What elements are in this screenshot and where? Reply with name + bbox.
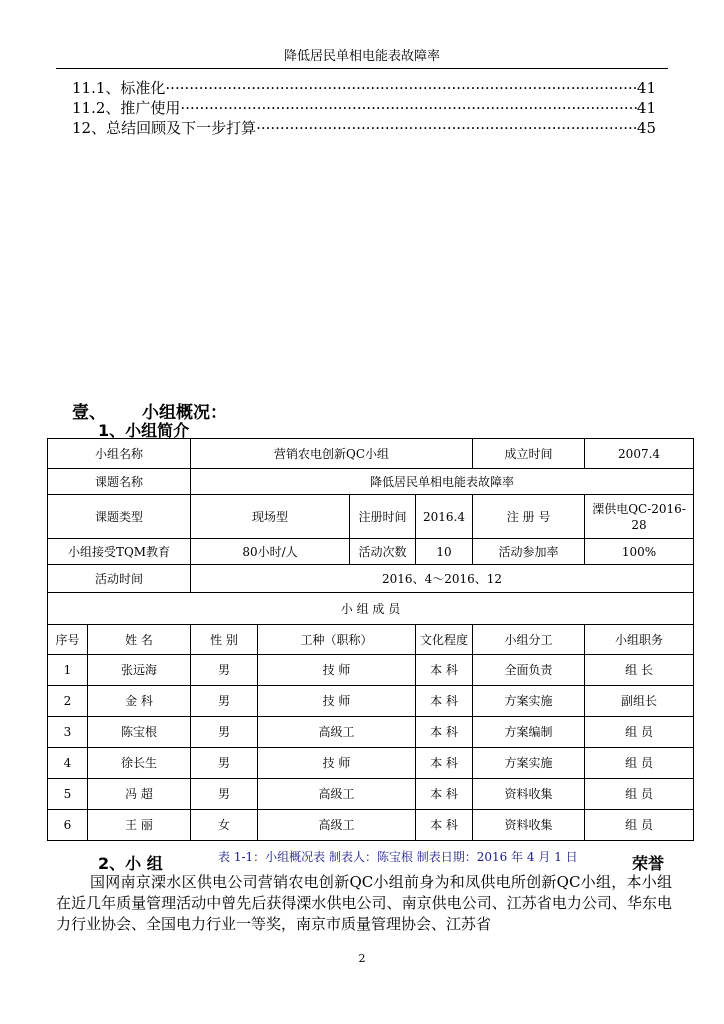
table-cell: 课题类型 [48, 495, 191, 539]
section-heading: 小组概况： [142, 403, 227, 423]
member-cell: 高级工 [258, 717, 416, 748]
member-row [48, 779, 694, 810]
member-cell: 本 科 [416, 686, 473, 717]
toc-leader [180, 98, 637, 118]
member-cell: 徐长生 [88, 748, 191, 779]
member-cell: 王 丽 [88, 810, 191, 841]
member-cell: 方案编制 [473, 717, 585, 748]
body-paragraph: 国网南京溧水区供电公司营销农电创新QC小组前身为和凤供电所创新QC小组，本小组在近几年质量管理活动中曾先后获得溧水供电公司、南京供电公司、江苏省电力公司、华东电力行业协会、全国电力行业一等奖，南京市质量管理协会、江苏省 [56, 873, 672, 933]
page-header-title: 降低居民单相电能表故障率 [283, 49, 440, 64]
toc-entry-page: 41 [636, 99, 656, 117]
member-row [48, 655, 694, 686]
member-cell: 3 [48, 717, 88, 748]
paragraph-heading: 2、小 组 [98, 854, 163, 873]
paragraph-heading-suffix: 荣誉 [632, 854, 665, 873]
table-cell: 活动次数 [350, 539, 416, 565]
table-cell: 活动参加率 [473, 539, 585, 565]
table-cell: 降低居民单相电能表故障率 [191, 469, 694, 495]
member-cell: 副组长 [585, 686, 694, 717]
column-header: 小组职务 [585, 625, 694, 655]
member-cell: 组 员 [585, 810, 694, 841]
table-cell: 100% [585, 539, 694, 565]
table-cell: 溧供电QC-2016-28 [585, 495, 694, 539]
table-row [48, 565, 694, 593]
member-cell: 高级工 [258, 810, 416, 841]
table-cell: 课题名称 [48, 469, 191, 495]
member-cell: 6 [48, 810, 88, 841]
member-cell: 高级工 [258, 779, 416, 810]
column-header: 小组分工 [473, 625, 585, 655]
toc-leader [165, 78, 637, 98]
table-row [48, 539, 694, 565]
toc-entry-label: 11.1、标准化 [72, 79, 166, 97]
table-cell: 小组名称 [48, 439, 191, 469]
column-header: 性 别 [191, 625, 258, 655]
table-cell: 成立时间 [473, 439, 585, 469]
table-cell: 注册时间 [350, 495, 416, 539]
group-overview-table [47, 438, 694, 841]
member-cell: 男 [191, 717, 258, 748]
member-cell: 技 师 [258, 655, 416, 686]
member-cell: 1 [48, 655, 88, 686]
member-cell: 组 员 [585, 717, 694, 748]
column-header: 文化程度 [416, 625, 473, 655]
member-cell: 陈宝根 [88, 717, 191, 748]
toc-entry[interactable] [72, 98, 656, 118]
table-cell: 10 [416, 539, 473, 565]
table-cell: 活动时间 [48, 565, 191, 593]
table-row [48, 439, 694, 469]
toc-entry[interactable] [72, 118, 656, 138]
toc-entry-page: 45 [636, 119, 656, 137]
member-cell: 女 [191, 810, 258, 841]
subsection-title: 1、小组简介 [98, 421, 190, 440]
member-cell: 5 [48, 779, 88, 810]
member-cell: 方案实施 [473, 748, 585, 779]
table-row [48, 495, 694, 539]
table-cell: 营销农电创新QC小组 [191, 439, 473, 469]
table-cell: 现场型 [191, 495, 350, 539]
member-cell: 本 科 [416, 655, 473, 686]
table-cell: 小组接受TQM教育 [48, 539, 191, 565]
member-cell: 本 科 [416, 748, 473, 779]
member-row [48, 810, 694, 841]
member-row [48, 717, 694, 748]
member-cell: 男 [191, 686, 258, 717]
table-cell: 80小时/人 [191, 539, 350, 565]
column-header: 工种（职称） [258, 625, 416, 655]
page-number: 2 [358, 952, 366, 965]
member-cell: 本 科 [416, 779, 473, 810]
member-cell: 张远海 [88, 655, 191, 686]
member-cell: 资料收集 [473, 779, 585, 810]
member-cell: 男 [191, 779, 258, 810]
table-header-row [48, 625, 694, 655]
toc-entry[interactable] [72, 78, 656, 98]
member-cell: 2 [48, 686, 88, 717]
toc-entry-label: 11.2、推广使用 [72, 99, 181, 117]
column-header: 序号 [48, 625, 88, 655]
member-row [48, 686, 694, 717]
table-caption: 表 1-1：小组概况表 制表人：陈宝根 制表日期：2016 年 4 月 1 日 [218, 850, 578, 864]
table-row [48, 469, 694, 495]
member-cell: 金 科 [88, 686, 191, 717]
member-cell: 男 [191, 748, 258, 779]
table-cell: 2007.4 [585, 439, 694, 469]
table-cell: 注 册 号 [473, 495, 585, 539]
toc-entry-label: 12、总结回顾及下一步打算 [72, 119, 257, 137]
member-cell: 4 [48, 748, 88, 779]
member-cell: 本 科 [416, 717, 473, 748]
section-number: 壹、 [72, 403, 106, 423]
table-row [48, 593, 694, 625]
member-cell: 组 员 [585, 779, 694, 810]
toc-leader [256, 118, 637, 138]
member-cell: 技 师 [258, 748, 416, 779]
member-cell: 本 科 [416, 810, 473, 841]
member-cell: 资料收集 [473, 810, 585, 841]
table-of-contents [72, 78, 656, 138]
column-header: 姓 名 [88, 625, 191, 655]
toc-entry-page: 41 [636, 79, 656, 97]
members-title: 小 组 成 员 [48, 593, 694, 625]
page-header [56, 48, 668, 69]
member-cell: 方案实施 [473, 686, 585, 717]
table-cell: 2016.4 [416, 495, 473, 539]
member-row [48, 748, 694, 779]
member-cell: 全面负责 [473, 655, 585, 686]
member-cell: 技 师 [258, 686, 416, 717]
table-cell: 2016、4～2016、12 [191, 565, 694, 593]
member-cell: 冯 超 [88, 779, 191, 810]
member-cell: 男 [191, 655, 258, 686]
member-cell: 组 员 [585, 748, 694, 779]
member-cell: 组 长 [585, 655, 694, 686]
